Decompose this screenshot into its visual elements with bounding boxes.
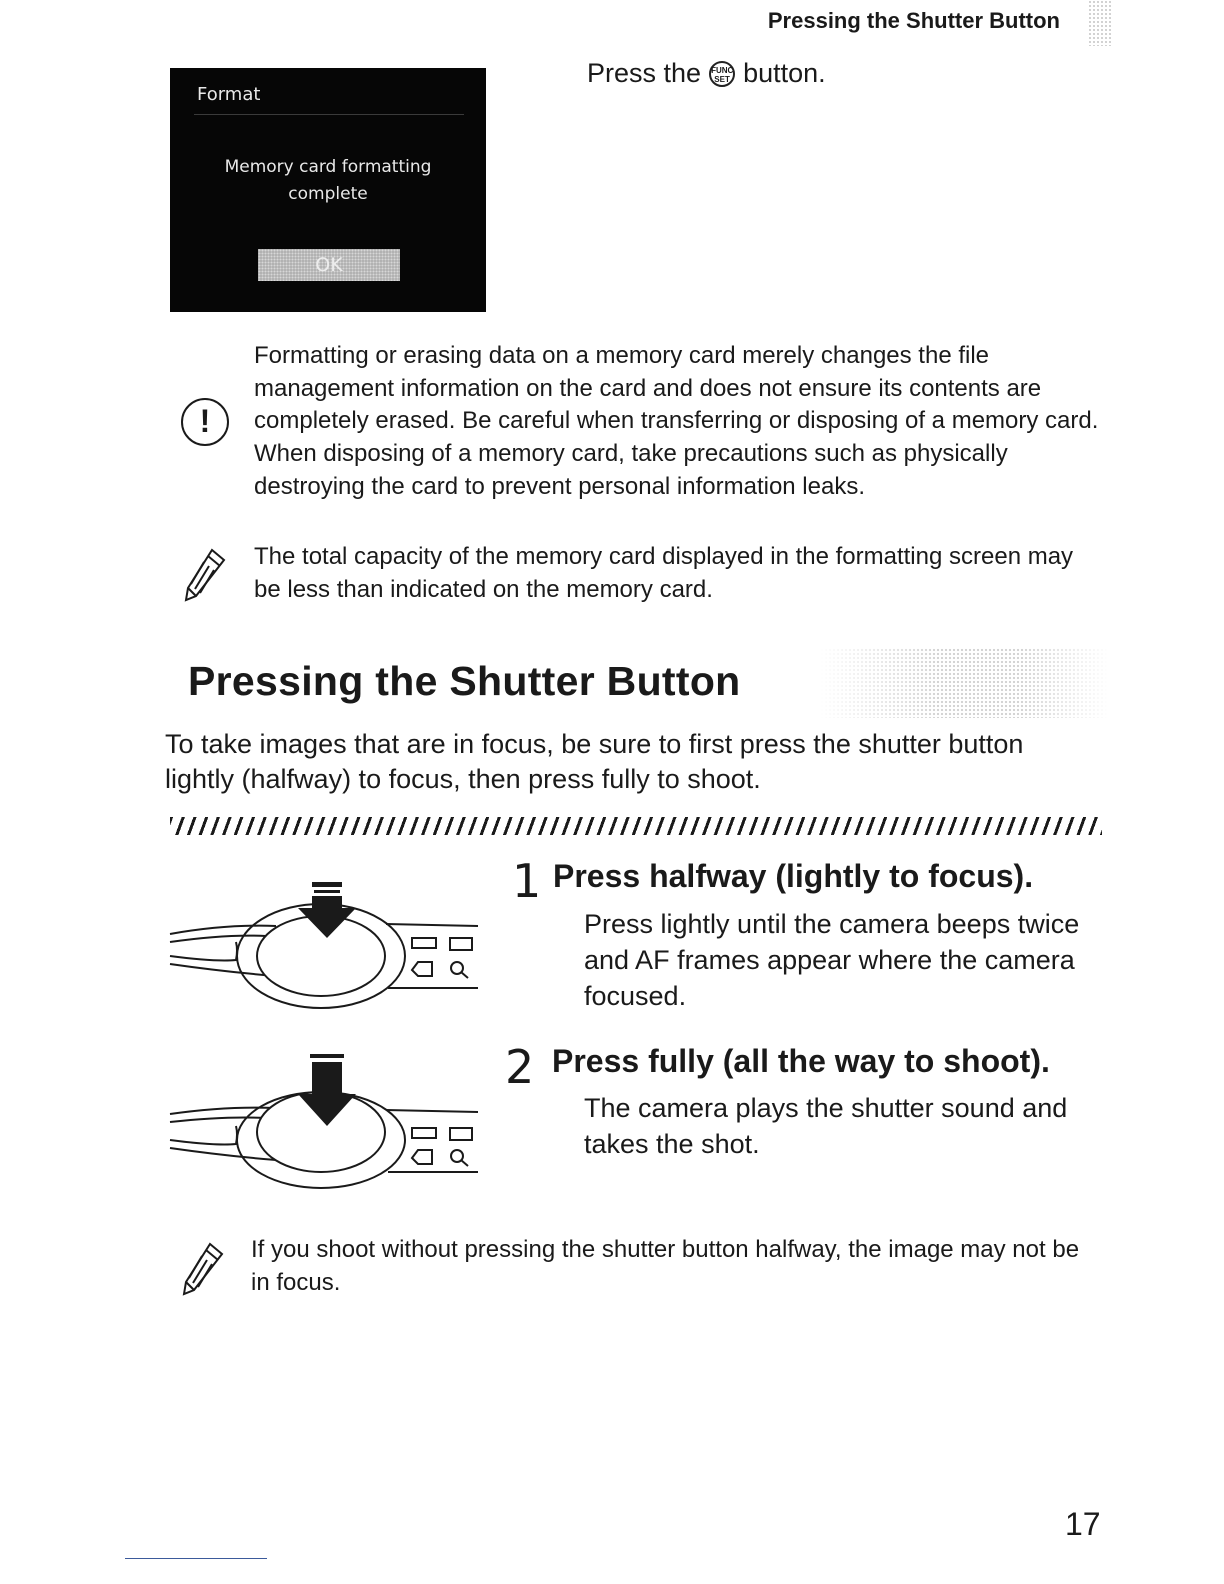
- footer-rule: [125, 1558, 267, 1559]
- step-title-2: Press fully (all the way to shoot).: [552, 1043, 1050, 1079]
- func-label: FUNC: [711, 65, 734, 75]
- step-text-2: The camera plays the shutter sound and takes the shot.: [584, 1093, 1068, 1159]
- camera-screen-ok-button: OK: [258, 249, 400, 281]
- section-title: Pressing the Shutter Button: [188, 658, 741, 704]
- caution-note: Formatting or erasing data on a memory card merely changes the file management information on the card and does not ensure its contents are completely erased. Be careful when transferring or disposing of a memory card. When disposing of a memory card, take precautions such as physically destroying the card to prevent personal information leaks.: [254, 342, 1099, 500]
- camera-screen-message-line1: Memory card formatting: [224, 157, 432, 177]
- step-number-2: 2: [505, 1040, 535, 1094]
- camera-screen-divider: [194, 114, 464, 115]
- camera-screen-message-line2: complete: [288, 184, 368, 204]
- title-decoration: [820, 648, 1110, 718]
- camera-screen-message: [170, 154, 486, 208]
- camera-screen-image: [170, 68, 486, 312]
- page-number: 17: [1065, 1506, 1101, 1542]
- tip-capacity: The total capacity of the memory card displayed in the formatting screen may be less than indicated on the memory card.: [254, 543, 1074, 603]
- running-header: Pressing the Shutter Button: [767, 8, 1060, 33]
- shutter-half-press-illustration: [166, 872, 486, 1022]
- shutter-full-press-illustration: [166, 1048, 486, 1198]
- step-text-1: Press lightly until the camera beeps twice and AF frames appear where the camera focused.: [584, 909, 1080, 1011]
- format-instruction-after: button.: [743, 58, 826, 88]
- format-instruction: [587, 58, 826, 89]
- format-instruction-before: Press the: [587, 58, 702, 88]
- pencil-icon: [182, 546, 228, 604]
- hatched-divider: [170, 817, 1102, 835]
- corner-decoration: [1088, 0, 1112, 46]
- step-title-1: Press halfway (lightly to focus).: [553, 858, 1034, 894]
- func-set-button-icon: [709, 61, 735, 87]
- step-number-1: 1: [512, 854, 542, 908]
- set-label: SET: [714, 74, 730, 84]
- pencil-icon: [180, 1240, 226, 1298]
- camera-screen-title: Format: [197, 84, 261, 105]
- caution-icon: !: [181, 398, 229, 446]
- section-intro: To take images that are in focus, be sure to first press the shutter button lightly (halfway) to focus, then press fully to shoot.: [165, 729, 1024, 794]
- tip-focus: If you shoot without pressing the shutter button halfway, the image may not be in focus.: [251, 1236, 1080, 1296]
